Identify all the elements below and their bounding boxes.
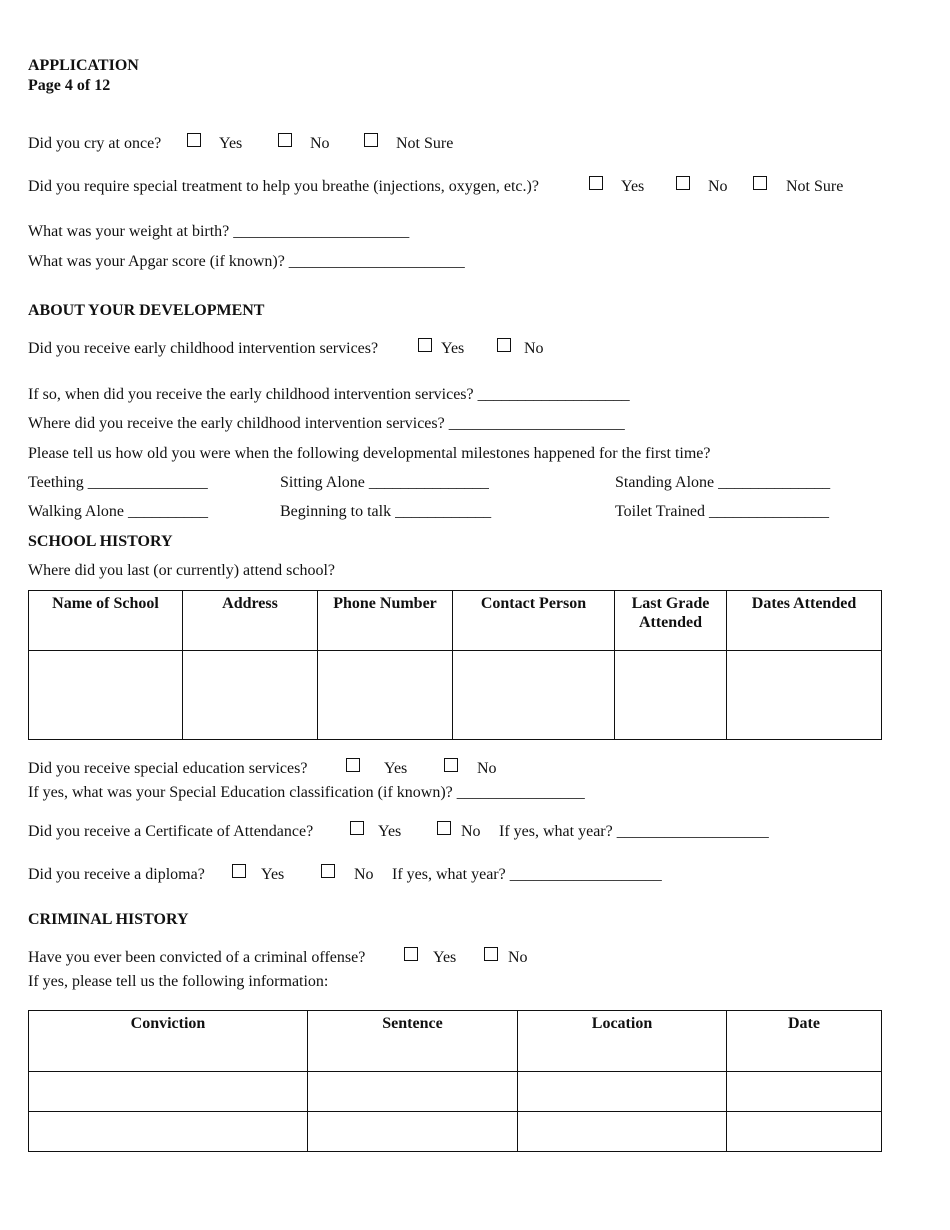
cry-not-sure-checkbox[interactable] <box>364 133 378 147</box>
breathe-question: Did you require special treatment to help you breathe (injections, oxygen, etc.)? <box>28 178 539 195</box>
diploma-no-checkbox[interactable] <box>321 864 335 878</box>
column-header: Conviction <box>29 1011 308 1072</box>
eci-no-label: No <box>524 340 544 357</box>
school-table-header-row <box>29 591 882 651</box>
special-ed-classification-field[interactable]: If yes, what was your Special Education classification (if known)? ________________ <box>28 784 585 801</box>
form-title: APPLICATION <box>28 57 139 74</box>
criminal-followup: If yes, please tell us the following information: <box>28 973 329 990</box>
table-cell[interactable] <box>318 651 453 740</box>
diploma-no-label: No <box>354 866 374 883</box>
breathe-not-sure-checkbox[interactable] <box>753 176 767 190</box>
table-cell[interactable] <box>308 1112 518 1152</box>
table-cell[interactable] <box>29 651 183 740</box>
certificate-no-label: No <box>461 823 481 840</box>
diploma-question: Did you receive a diploma? <box>28 866 205 883</box>
school-history-table <box>28 590 882 740</box>
column-header: Phone Number <box>318 591 453 651</box>
table-cell[interactable] <box>518 1072 727 1112</box>
breathe-yes-label: Yes <box>621 178 645 195</box>
certificate-yes-label: Yes <box>378 823 402 840</box>
milestone-teething-field[interactable]: Teething _______________ <box>28 474 208 491</box>
column-header: Contact Person <box>453 591 615 651</box>
table-row <box>29 651 882 740</box>
page-indicator: Page 4 of 12 <box>28 77 111 94</box>
table-cell[interactable] <box>615 651 727 740</box>
development-heading: ABOUT YOUR DEVELOPMENT <box>28 302 265 319</box>
diploma-yes-label: Yes <box>261 866 285 883</box>
apgar-score-field[interactable]: What was your Apgar score (if known)? ______________________ <box>28 253 465 270</box>
criminal-question: Have you ever been convicted of a criminal offense? <box>28 949 366 966</box>
eci-yes-label: Yes <box>441 340 465 357</box>
cry-yes-label: Yes <box>219 135 243 152</box>
milestone-sitting-field[interactable]: Sitting Alone _______________ <box>280 474 489 491</box>
breathe-not-sure-label: Not Sure <box>786 178 844 195</box>
column-header: Address <box>183 591 318 651</box>
special-ed-question: Did you receive special education services? <box>28 760 308 777</box>
criminal-yes-label: Yes <box>433 949 457 966</box>
table-cell[interactable] <box>727 1112 882 1152</box>
table-cell[interactable] <box>727 651 882 740</box>
table-cell[interactable] <box>518 1112 727 1152</box>
cry-no-checkbox[interactable] <box>278 133 292 147</box>
diploma-yes-checkbox[interactable] <box>232 864 246 878</box>
eci-no-checkbox[interactable] <box>497 338 511 352</box>
certificate-question: Did you receive a Certificate of Attendance? <box>28 823 314 840</box>
cry-question: Did you cry at once? <box>28 135 162 152</box>
eci-where-field[interactable]: Where did you receive the early childhood intervention services? ______________________ <box>28 415 625 432</box>
birth-weight-field[interactable]: What was your weight at birth? ______________________ <box>28 223 410 240</box>
eci-question: Did you receive early childhood intervention services? <box>28 340 379 357</box>
school-heading: SCHOOL HISTORY <box>28 533 173 550</box>
table-cell[interactable] <box>453 651 615 740</box>
school-prompt: Where did you last (or currently) attend school? <box>28 562 335 579</box>
criminal-heading: CRIMINAL HISTORY <box>28 911 189 928</box>
column-header: Date <box>727 1011 882 1072</box>
table-cell[interactable] <box>29 1112 308 1152</box>
milestone-toilet-field[interactable]: Toilet Trained _______________ <box>615 503 829 520</box>
criminal-yes-checkbox[interactable] <box>404 947 418 961</box>
breathe-no-checkbox[interactable] <box>676 176 690 190</box>
table-cell[interactable] <box>29 1072 308 1112</box>
special-ed-yes-label: Yes <box>384 760 408 777</box>
breathe-no-label: No <box>708 178 728 195</box>
criminal-history-table <box>28 1010 882 1152</box>
table-cell[interactable] <box>727 1072 882 1112</box>
table-row <box>29 1112 882 1152</box>
milestone-standing-field[interactable]: Standing Alone ______________ <box>615 474 831 491</box>
criminal-no-checkbox[interactable] <box>484 947 498 961</box>
special-ed-yes-checkbox[interactable] <box>346 758 360 772</box>
column-header: Last Grade Attended <box>615 591 727 651</box>
table-cell[interactable] <box>183 651 318 740</box>
special-ed-no-label: No <box>477 760 497 777</box>
column-header: Dates Attended <box>727 591 882 651</box>
cry-yes-checkbox[interactable] <box>187 133 201 147</box>
certificate-yes-checkbox[interactable] <box>350 821 364 835</box>
cry-no-label: No <box>310 135 330 152</box>
eci-yes-checkbox[interactable] <box>418 338 432 352</box>
breathe-yes-checkbox[interactable] <box>589 176 603 190</box>
certificate-no-checkbox[interactable] <box>437 821 451 835</box>
criminal-table-header-row <box>29 1011 882 1072</box>
table-row <box>29 1072 882 1112</box>
milestones-prompt: Please tell us how old you were when the following developmental milestones happened for the first time? <box>28 445 711 462</box>
milestone-walking-field[interactable]: Walking Alone __________ <box>28 503 209 520</box>
milestone-talking-field[interactable]: Beginning to talk ____________ <box>280 503 492 520</box>
special-ed-no-checkbox[interactable] <box>444 758 458 772</box>
column-header: Location <box>518 1011 727 1072</box>
column-header: Sentence <box>308 1011 518 1072</box>
criminal-no-label: No <box>508 949 528 966</box>
cry-not-sure-label: Not Sure <box>396 135 454 152</box>
table-cell[interactable] <box>308 1072 518 1112</box>
certificate-year-field[interactable]: If yes, what year? ___________________ <box>499 823 769 840</box>
eci-when-field[interactable]: If so, when did you receive the early childhood intervention services? ___________________ <box>28 386 630 403</box>
column-header: Name of School <box>29 591 183 651</box>
diploma-year-field[interactable]: If yes, what year? ___________________ <box>392 866 662 883</box>
